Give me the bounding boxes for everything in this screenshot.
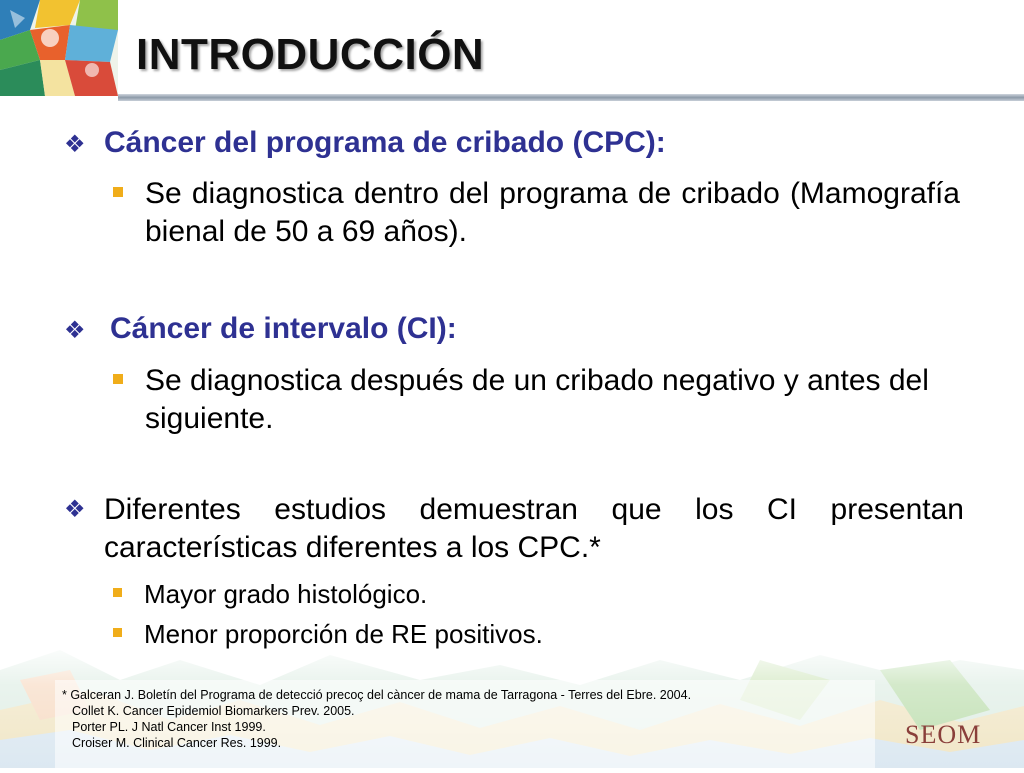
- mosaic-logo-icon: [0, 0, 118, 96]
- title-divider: [118, 94, 1024, 101]
- text-re-positive: Menor proporción de RE positivos.: [144, 619, 543, 649]
- diamond-four-bullet-icon: ❖: [64, 131, 86, 158]
- text-ci-definition: Se diagnostica después de un cribado negativo y antes del siguiente.: [145, 364, 929, 435]
- reference-item: Collet K. Cancer Epidemiol Biomarkers Prev. 2005.: [72, 704, 355, 718]
- reference-item: Porter PL. J Natl Cancer Inst 1999.: [72, 720, 266, 734]
- text-cpc-definition: Se diagnostica dentro del programa de cribado (Mamografía bienal de 50 a 69 años).: [145, 177, 960, 248]
- diamond-four-bullet-icon: ❖: [64, 496, 86, 523]
- text-studies: Diferentes estudios demuestran que los CI presentan características diferentes a los CPC.*: [104, 493, 964, 564]
- bullet-ci: [64, 312, 457, 346]
- subbullet-re-positive: [113, 618, 543, 650]
- seom-logo: SEOM: [905, 720, 982, 749]
- text-histologic-grade: Mayor grado histológico.: [144, 579, 428, 609]
- reference-item: * Galceran J. Boletín del Programa de detecció precoç del càncer de mama de Tarragona - Terres del Ebre. 2004.: [62, 688, 692, 702]
- heading-cpc: Cáncer del programa de cribado (CPC):: [104, 126, 666, 159]
- square-bullet-icon: [113, 588, 122, 597]
- references: [62, 687, 691, 751]
- page-title: INTRODUCCIÓN: [136, 30, 485, 79]
- diamond-four-bullet-icon: ❖: [64, 317, 86, 344]
- subbullet-histologic-grade: [113, 578, 427, 610]
- square-bullet-icon: [113, 374, 123, 384]
- reference-item: Croiser M. Clinical Cancer Res. 1999.: [72, 736, 282, 750]
- subbullet-cpc-definition: [113, 175, 960, 251]
- bullet-cpc: [64, 126, 666, 160]
- square-bullet-icon: [113, 187, 123, 197]
- square-bullet-icon: [113, 628, 122, 637]
- heading-ci: Cáncer de intervalo (CI):: [110, 312, 457, 345]
- subbullet-ci-definition: [113, 362, 960, 438]
- bullet-studies: [64, 491, 964, 567]
